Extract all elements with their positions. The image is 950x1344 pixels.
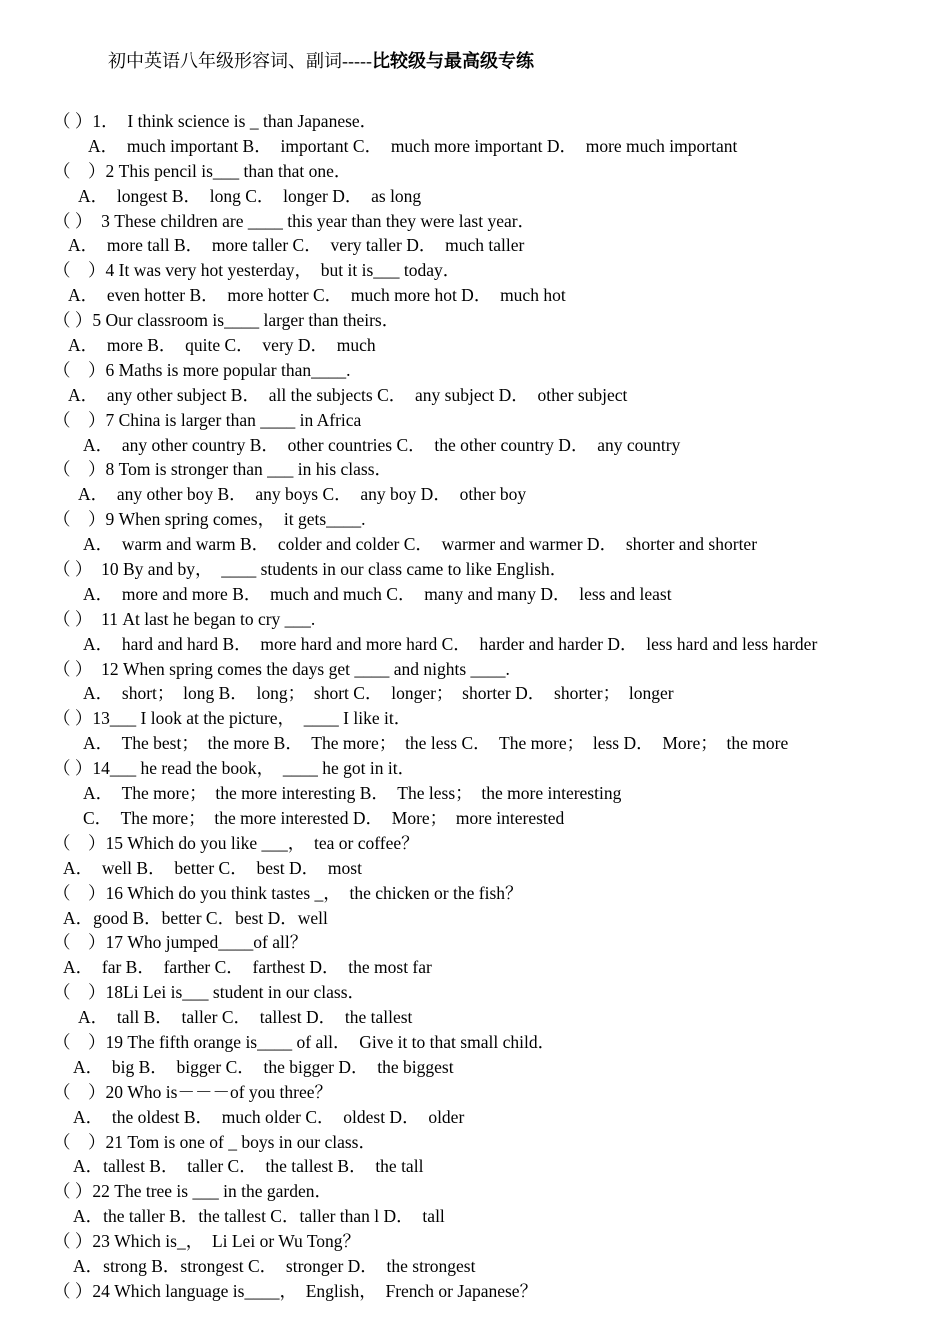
options-line: A． any other country B． other countries C． the other country D． any country: [83, 434, 681, 455]
question-line: （ ）23 Which is_， Li Lei or Wu Tong？: [53, 1231, 361, 1252]
options-line: C． The more； the more interested D． More； more interested: [83, 807, 565, 828]
question-line: （ ） 3 These children are ____ this year than they were last year．: [53, 210, 536, 231]
options-line: A． The best； the more B． The more； the less C． The more； less D． More； the more: [83, 733, 789, 754]
question-line: （ ）19 The fifth orange is____ of all． Give it to that small child．: [53, 1031, 556, 1052]
options-line: A． well B． better C． best D． most: [63, 857, 362, 878]
question-line: （ ）9 When spring comes， it gets____.: [53, 509, 366, 530]
options-line: A．the taller B．the tallest C．taller than l D． tall: [73, 1206, 445, 1227]
question-line: （ ）1． I think science is _ than Japanese．: [53, 111, 378, 131]
question-line: （ ）6 Maths is more popular than____.: [53, 359, 351, 380]
options-line: A． tall B． taller C． tallest D． the tallest: [78, 1007, 413, 1028]
question-line: （ ）13___ I look at the picture， ____ I like it．: [53, 708, 412, 729]
question-line: （ ）17 Who jumped____of all？: [53, 932, 308, 953]
question-line: （ ）22 The tree is ___ in the garden．: [53, 1181, 332, 1202]
options-line: A． the oldest B． much older C． oldest D． older: [73, 1106, 465, 1127]
options-line: A． more tall B． more taller C． very taller D． much taller: [68, 235, 525, 256]
question-line: （ ）2 This pencil is___ than that one．: [53, 160, 352, 181]
options-line: A． hard and hard B． more hard and more hard C． harder and harder D． less hard and less harder: [83, 633, 818, 654]
options-line: A． even hotter B． more hotter C． much more hot D． much hot: [68, 285, 566, 306]
question-list: [0, 109, 950, 1304]
options-line: A． any other boy B． any boys C． any boy D． other boy: [78, 484, 527, 505]
options-line: A． warm and warm B． colder and colder C． warmer and warmer D． shorter and shorter: [83, 534, 758, 555]
question-line: （ ）16 Which do you think tastes _， the chicken or the fish？: [53, 882, 523, 903]
question-line: （ ） 10 By and by， ____ students in our class came to like English．: [53, 559, 568, 580]
options-line: A．good B．better C．best D．well: [63, 907, 328, 928]
question-line: （ ）8 Tom is stronger than ___ in his class．: [53, 459, 393, 480]
question-line: （ ）21 Tom is one of _ boys in our class．: [53, 1131, 376, 1152]
title-normal: 初中英语八年级形容词、副词-----: [108, 51, 372, 71]
page-title: [108, 49, 534, 73]
question-line: （ ）15 Which do you like ___， tea or coffee？: [53, 832, 419, 853]
options-line: A． longest B． long C． longer D． as long: [78, 185, 422, 206]
question-line: （ ） 11 At last he began to cry ___.: [53, 608, 316, 629]
options-line: A． more B． quite C． very D． much: [68, 335, 376, 356]
options-line: A． short； long B． long； short C． longer； shorter D． shorter； longer: [83, 683, 674, 704]
question-line: （ ）5 Our classroom is____ larger than theirs．: [53, 310, 400, 331]
question-line: （ ）24 Which language is____， English， French or Japanese？: [53, 1280, 538, 1301]
title-bold: 比较级与最高级专练: [371, 51, 534, 71]
options-line: A． much important B． important C． much more important D． more much important: [88, 135, 738, 156]
options-line: A． The more； the more interesting B． The less； the more interesting: [83, 783, 622, 804]
options-line: A． big B． bigger C． the bigger D． the biggest: [73, 1056, 454, 1077]
question-line: （ ）20 Who is－－－of you three？: [53, 1081, 332, 1102]
question-line: （ ）7 China is larger than ____ in Africa: [53, 409, 362, 430]
question-line: （ ）14___ he read the book， ____ he got in it．: [53, 758, 416, 779]
options-line: A． any other subject B． all the subjects C． any subject D． other subject: [68, 384, 628, 405]
options-line: A． more and more B． much and much C． many and many D． less and least: [83, 583, 672, 604]
question-line: （ ）18Li Lei is___ student in our class．: [53, 982, 366, 1003]
options-line: A． far B． farther C． farthest D． the most far: [63, 957, 432, 978]
options-line: A．tallest B． taller C． the tallest B． the tall: [73, 1156, 424, 1177]
question-line: （ ） 12 When spring comes the days get ____ and nights ____.: [53, 658, 510, 679]
question-line: （ ）4 It was very hot yesterday， but it is___ today．: [53, 260, 461, 281]
options-line: A．strong B．strongest C． stronger D． the strongest: [73, 1255, 476, 1276]
